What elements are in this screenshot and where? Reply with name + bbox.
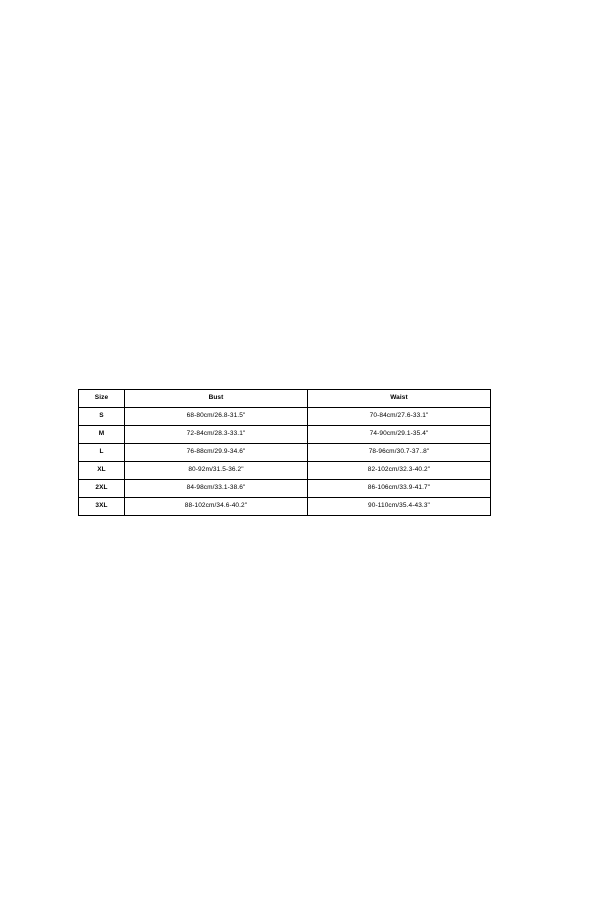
cell-size: XL — [79, 462, 125, 480]
cell-size: S — [79, 408, 125, 426]
cell-bust: 72-84cm/28.3-33.1" — [125, 426, 308, 444]
cell-bust: 68-80cm/26.8-31.5" — [125, 408, 308, 426]
cell-size: L — [79, 444, 125, 462]
table-header-row — [79, 390, 491, 408]
table-row — [79, 426, 491, 444]
table-row — [79, 462, 491, 480]
cell-waist: 74-90cm/29.1-35.4" — [308, 426, 491, 444]
size-chart-header — [79, 390, 491, 408]
table-row — [79, 498, 491, 516]
cell-bust: 80-92m/31.5-36.2" — [125, 462, 308, 480]
column-header-waist: Waist — [308, 390, 491, 408]
size-chart-container — [78, 389, 490, 516]
size-chart-table — [78, 389, 491, 516]
cell-size: M — [79, 426, 125, 444]
cell-bust: 84-98cm/33.1-38.6" — [125, 480, 308, 498]
column-header-size: Size — [79, 390, 125, 408]
table-row — [79, 408, 491, 426]
cell-waist: 82-102cm/32.3-40.2" — [308, 462, 491, 480]
cell-waist: 86-106cm/33.9-41.7" — [308, 480, 491, 498]
size-chart-body — [79, 408, 491, 516]
cell-waist: 90-110cm/35.4-43.3" — [308, 498, 491, 516]
table-row — [79, 480, 491, 498]
cell-bust: 88-102cm/34.6-40.2" — [125, 498, 308, 516]
cell-waist: 78-96cm/30.7-37..8" — [308, 444, 491, 462]
table-row — [79, 444, 491, 462]
cell-bust: 76-88cm/29.9-34.6" — [125, 444, 308, 462]
cell-waist: 70-84cm/27.6-33.1" — [308, 408, 491, 426]
column-header-bust: Bust — [125, 390, 308, 408]
cell-size: 2XL — [79, 480, 125, 498]
cell-size: 3XL — [79, 498, 125, 516]
